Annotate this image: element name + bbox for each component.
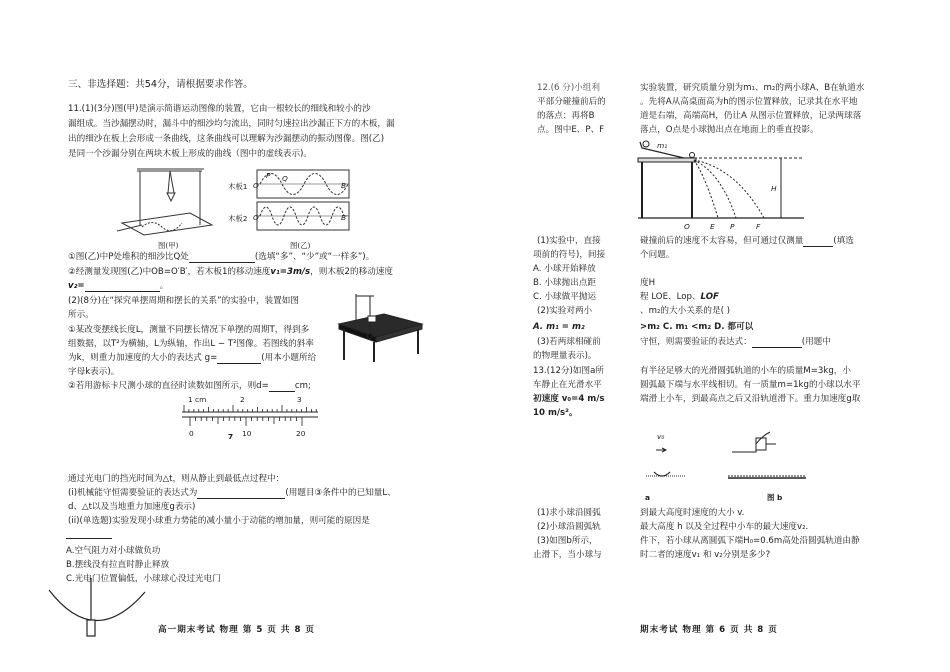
q12-a-mid-7: A. m₁ = m₂	[533, 322, 585, 332]
q13-line-2: 车静止在光滑水平	[533, 380, 602, 390]
section-heading: 三、非选择题：共54分，请根据要求作答。	[68, 79, 253, 90]
q12-a-mid-8: (3)若两球相碰前	[537, 337, 601, 347]
q11-part2-line-3: ①某改变摆线长度L，测量不同摆长情况下单摆的周期T，得到多	[68, 325, 310, 335]
q13-b-bottom-3: 件下，若小球从离圆弧下端H₀=0.6m高处沿圆弧轨道由静	[640, 536, 860, 546]
q11-sub2-velocity: v₁=3m/s	[270, 267, 311, 277]
q12-a-mid-1: (1)实验中，直接	[537, 236, 601, 246]
q12-b-mid-7	[640, 337, 831, 348]
option-b: B.摆线没有拉直时静止释放	[66, 560, 170, 570]
q12-b-mid-5: 、m₂的大小关系的是( )	[640, 306, 731, 316]
q13-a-bottom-4: 止滑下，当小球与	[533, 550, 602, 560]
q12-b-mid-6: >m₂ C. m₁ <m₂ D. 都可以	[640, 322, 754, 332]
label-O-prime: O′	[253, 213, 261, 222]
fig-a-label: a	[645, 493, 650, 502]
q12-a-mid-9: 的物理量表示)。	[533, 351, 597, 361]
q13-b-bottom-2: 最大高度 h 以及全过程中小车的最大速度v₂.	[640, 522, 809, 532]
q11-part2-g-suffix: (用本小题所给	[261, 353, 317, 363]
q12-b-mid-1-text: 碰撞前后的速度不太容易，但可通过仅测量	[640, 236, 804, 246]
q13-a-bottom-3: (3)如图b所示，	[537, 536, 598, 546]
answer-blank[interactable]	[269, 382, 295, 392]
caliper-mark: 7	[228, 432, 234, 441]
fig-H-label: H	[771, 184, 777, 193]
q12-b-mid-1-suffix: (填选	[833, 236, 854, 246]
board1-label: 木板1	[228, 182, 248, 191]
fig-O-label: O	[684, 222, 690, 231]
q11-sub2-answer	[68, 281, 168, 292]
right-footer: 期末考试 物理 第 6 页 共 8 页	[640, 625, 778, 635]
q11-sub2-end: 。	[159, 281, 169, 291]
q13-b-line-3: 端滑上小车，到最高点之后又沿轨道滑下。重力加速度g取	[640, 394, 861, 404]
q12-b-line-1: 实验装置，研究质量分别为m₁、m₂的两小球A、B在轨道水	[640, 83, 865, 93]
answer-blank[interactable]	[189, 253, 255, 263]
answer-blank[interactable]	[197, 489, 285, 499]
caliper-top-label-2: 2	[240, 395, 245, 404]
q13-b-line-2: 圆弧最下端与水平线相切。有一质量m=1kg的小球以水平	[640, 380, 861, 390]
q13-line-1: 13.(12分)如图a所	[533, 366, 604, 376]
q11-part2-line-6: 字母k表示)。	[68, 367, 120, 377]
q11-part2-line-1: (2)(8分)在“探究单摆周期和摆长的关系”的实验中，装置如图	[68, 296, 299, 306]
q11-part2-line-2: 所示。	[68, 310, 94, 320]
lower-line-2-text: (i)机械能守恒需要验证的表达式为	[68, 488, 198, 498]
q13-b-bottom-1: 到最大高度时速度的大小 v.	[640, 508, 745, 518]
q11-part2-line-7	[68, 381, 311, 392]
q11-part2-d-text: ②若用游标卡尺测小球的直径时读数如图所示，则d=	[68, 381, 269, 391]
q11-sub2-v2: v₂=	[68, 281, 85, 291]
board2-label: 木板2	[228, 214, 248, 223]
q12-b-line-2: 。先将A从高桌面高为h的图示位置释放，记录其在水平地	[640, 97, 858, 107]
q12-a-mid-3: A. 小球开始释放	[533, 264, 596, 274]
caliper-bottom-label-0: 0	[189, 429, 194, 438]
q11-line-2: 漏组成。当沙漏摆动时，漏斗中的细沙均匀流出，同时匀速拉出沙漏正下方的木板，漏	[68, 119, 395, 129]
q12-b-mid-4	[640, 292, 719, 303]
q11-sub1-options: (选填“多”、“少”或“一样多”)。	[254, 252, 375, 262]
q11-line-1: 11.(1)(3分)图(甲)是演示简谐运动图像的装置，它由一根较长的细线和较小的沙	[68, 104, 371, 114]
lower-line-3: d、△t以及当地重力加速度g表示)	[68, 502, 196, 512]
caliper-top-label-3: 3	[297, 395, 302, 404]
answer-blank[interactable]	[803, 237, 833, 247]
q12-b-mid-3: 度H	[640, 278, 656, 288]
pendulum-table-figure	[334, 292, 424, 362]
vernier-caliper-figure	[180, 404, 320, 430]
fig-P-label: P	[730, 222, 735, 231]
q11-line-3: 出的细沙在板上会形成一条曲线，这条曲线可以理解为沙漏摆动的振动图像。图(乙)	[68, 134, 385, 144]
caliper-bottom-label-10: 10	[242, 429, 252, 438]
q13-line-4: 10 m/s²。	[533, 408, 578, 418]
q11-line-4: 是同一个沙漏分别在两块木板上形成的曲线（图中的虚线表示)。	[68, 149, 312, 159]
q13-a-bottom-2: (2)小球沿圆弧轨	[537, 522, 601, 532]
q11-sub2-text: ②经测量发现图(乙)中OB=O′B′，若木板1的移动速度	[68, 267, 271, 277]
l-of-label: LOF	[700, 292, 719, 302]
q11-part2-g-text: 为k，则重力加速度的大小的表达式 g=	[68, 353, 218, 363]
lower-line-2	[68, 488, 396, 499]
q12-line-1: 12.(6 分)小组利	[537, 83, 600, 93]
fig-jia-caption: 图(甲)	[158, 241, 179, 250]
q11-sub2-text-b: ，则木板2的移动速度	[310, 267, 393, 277]
lower-line-4: (ii)(单选题)实验发现小球重力势能的减小量小于动能的增加量，则可能的原因是	[68, 516, 370, 526]
q12-a-mid-2: 项前的符号)，间接	[533, 250, 606, 260]
sand-pendulum-figure	[112, 163, 222, 248]
arc-pendulum-figure	[45, 570, 155, 645]
fig-E-label: E	[710, 222, 715, 231]
q11-sub1	[68, 252, 374, 263]
fig-v0-label: v₀	[657, 432, 665, 441]
fig-b-label: 图 b	[767, 493, 783, 502]
fig-F-label: F	[756, 222, 761, 231]
answer-blank[interactable]	[85, 282, 160, 292]
q12-line-4: 点。图中E、P、F	[537, 125, 605, 135]
q12-a-mid-4: B. 小球抛出点距	[533, 278, 596, 288]
fig-yi-caption: 图(乙)	[290, 241, 311, 250]
q12-b-mid-7-suffix: (用题中	[801, 337, 831, 347]
q12-a-mid-6: (2)实验对两小	[537, 306, 593, 316]
answer-blank[interactable]	[66, 538, 112, 539]
q11-sub1-text: ①图(乙)中P处堆积的细沙比Q处	[68, 252, 189, 262]
label-Q: Q	[282, 174, 288, 183]
label-B-prime: B′	[341, 213, 348, 222]
q13-line-3: 初速度 v₀=4 m/s	[533, 394, 605, 404]
q12-line-3: 的落点：再将B	[537, 111, 595, 121]
q11-part2-line-5	[68, 353, 316, 364]
q13-a-bottom-1: (1)求小球沿圆弧	[537, 508, 601, 518]
lower-line-2-suffix: (用题目③条件中的已知量L、	[285, 488, 396, 498]
q13-b-line-1: 有半径足够大的光滑圆弧轨道的小车的质量M=3kg，小	[640, 366, 851, 376]
q12-line-2: 平部分碰撞前后的	[537, 97, 606, 107]
label-B: B	[341, 181, 347, 190]
answer-blank[interactable]	[217, 354, 261, 364]
option-a: A.空气阻力对小球做负功	[66, 546, 161, 556]
q12-b-mid-2: 个问题。	[640, 250, 675, 260]
option-c: C.光电门位置偏低，小球球心没过光电门	[66, 574, 221, 584]
label-P: P	[266, 171, 271, 180]
q11-part2-d-unit: cm;	[294, 381, 311, 391]
lower-line-1: 通过光电门的挡光时间为△t，则从静止到最低点过程中：	[68, 474, 285, 484]
answer-blank[interactable]	[752, 338, 802, 348]
fig-m1-label: m₁	[657, 141, 668, 150]
q12-b-mid-7-text: 守恒，则需要验证的表达式：	[640, 337, 752, 347]
q12-b-line-3: 道是右端，高端高H，仍让A 从图示位置释放，记录两球落	[640, 111, 862, 121]
q12-b-mid-4-text: 程 LOE、Lop、	[640, 292, 701, 302]
q12-b-mid-1	[640, 236, 854, 247]
q12-a-mid-5: C. 小球做平抛运	[533, 292, 597, 302]
q11-part2-line-4: 组数据，以T²为横轴，L为纵轴，作出L − T²图像。若图线的斜率	[68, 339, 314, 349]
left-footer: 高一期末考试 物理 第 5 页 共 8 页	[158, 625, 316, 635]
label-O: O	[253, 181, 259, 190]
q11-sub2	[68, 267, 393, 278]
caliper-top-label-1: 1 cm	[188, 395, 207, 404]
q13-b-bottom-4: 时二者的速度v₁ 和 v₂分别是多少?	[640, 550, 771, 560]
caliper-bottom-label-20: 20	[296, 429, 306, 438]
q12-b-line-4: 落点，O点是小球抛出点在地面上的垂直投影。	[640, 125, 819, 135]
